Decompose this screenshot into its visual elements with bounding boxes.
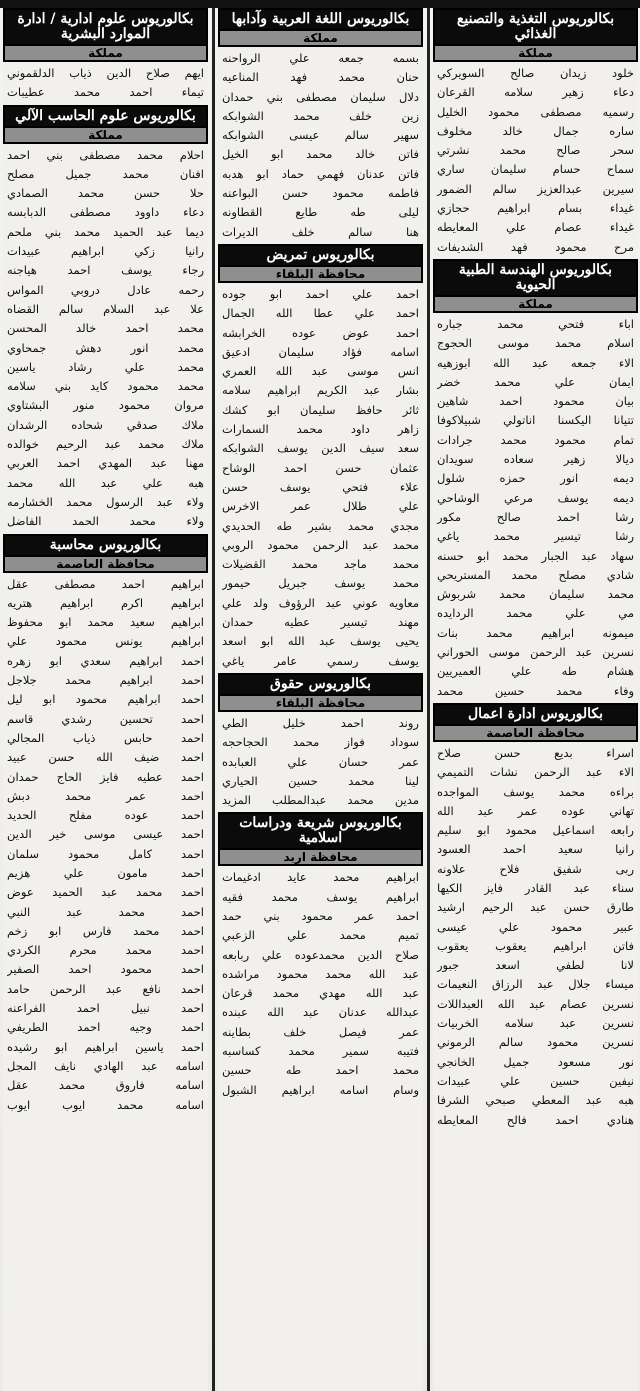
name-row: دعاء زهير سلامه القرعان bbox=[437, 85, 634, 100]
name-row: خلود زيدان صالح السويركي bbox=[437, 66, 634, 80]
name-row: ديما عبد الحميد محمد بني ملحم bbox=[7, 224, 204, 239]
degree-section bbox=[3, 105, 208, 532]
name-row: فاتن خالد محمد ابو الخيل bbox=[222, 147, 419, 162]
degree-section bbox=[3, 534, 208, 1115]
name-row: نسرين محمود سالم الرموني bbox=[437, 1035, 634, 1050]
name-row: ليلى طه طايع القطاونه bbox=[222, 205, 419, 220]
name-row: سماح حسام سليمان ساري bbox=[437, 162, 634, 177]
name-row: رانيا زكي ابراهيم عبيدات bbox=[7, 244, 204, 259]
name-row: عبير محمود علي عيسى bbox=[437, 919, 634, 934]
name-row: احمد عمر محمد دبش bbox=[7, 788, 204, 803]
name-row: هبه عبد المعطي صبحي الشرفا bbox=[437, 1093, 634, 1108]
column-divider bbox=[427, 8, 430, 1391]
name-row: احمد عوده مفلح الحديد bbox=[7, 808, 204, 823]
name-row: عبدالله عدنان عبد الله عبنده bbox=[222, 1005, 419, 1020]
name-row: احمد نبيل احمد الفراعنه bbox=[7, 1001, 204, 1016]
name-row: لينا محمد حسين الحياري bbox=[222, 773, 419, 788]
name-row: نور مسعود جميل الخانجي bbox=[437, 1054, 634, 1069]
name-row: اسامه عبد الهادي نايف المجل bbox=[7, 1058, 204, 1073]
name-row: رجاء يوسف احمد هياجنه bbox=[7, 263, 204, 278]
name-row: هنا سالم خلف الديرات bbox=[222, 224, 419, 239]
name-row: سناء عبد القادر فايز الكيها bbox=[437, 880, 634, 895]
name-row: احمد ابراهيم محمد جلاجل bbox=[7, 673, 204, 688]
name-row: ابراهيم محمد عايد ادغيمات bbox=[222, 870, 419, 885]
name-row: زين خلف محمد الشوابكه bbox=[222, 108, 419, 123]
name-row: احمد ضيف الله حسن عبيد bbox=[7, 750, 204, 765]
name-row: الاء جمعه عبد الله ابوزهيه bbox=[437, 355, 634, 370]
degree-title: بكالوريوس الهندسة الطبية الحيوية bbox=[433, 259, 638, 297]
name-row: ولاء عبد الرسول محمد الخشارمه bbox=[7, 494, 204, 509]
degree-title: بكالوريوس التغذية والتصنيع الغذائي bbox=[433, 8, 638, 46]
name-row: سيرين عبدالعزيز سالم الضمور bbox=[437, 181, 634, 196]
name-row: سحر صالح محمد نشرتي bbox=[437, 143, 634, 158]
name-row: ابراهيم يونس محمود علي bbox=[7, 634, 204, 649]
name-row: احمد عوض عوده الخرابشه bbox=[222, 325, 419, 340]
name-list bbox=[433, 64, 638, 257]
name-row: محمد احمد خالد المحسن bbox=[7, 321, 204, 336]
name-row: رحمه عادل دروبي المواس bbox=[7, 282, 204, 297]
name-row: ديمه يوسف مرعي الوشاحي bbox=[437, 490, 634, 505]
name-row: ابراهيم سعيد محمد ابو محفوظ bbox=[7, 615, 204, 630]
column-middle bbox=[218, 8, 423, 1391]
region-label: محافظة العاصمة bbox=[433, 726, 638, 742]
name-row: شادي مصلح محمد المستريحي bbox=[437, 567, 634, 582]
name-list bbox=[433, 315, 638, 701]
name-row: نسرين عبد الرحمن موسى الحوراني bbox=[437, 645, 634, 660]
name-row: احمد ابراهيم سعدي ابو زهره bbox=[7, 653, 204, 668]
name-row: معاويه عوني عبد الرؤوف ولد علي bbox=[222, 595, 419, 610]
name-row: رسميه مصطفى محمود الخليل bbox=[437, 104, 634, 119]
name-row: براءه محمد يوسف المواجده bbox=[437, 784, 634, 799]
name-row: لانا لطفي اسعد جبور bbox=[437, 958, 634, 973]
name-row: ساره جمال خالد مخلوف bbox=[437, 123, 634, 138]
name-row: فاتن ابراهيم يعقوب يعقوب bbox=[437, 938, 634, 953]
degree-section bbox=[433, 259, 638, 701]
name-list bbox=[218, 714, 423, 810]
name-row: افنان محمد جميل مصلح bbox=[7, 166, 204, 181]
name-row: دلال سليمان مصطفى بني حمدان bbox=[222, 89, 419, 104]
name-row: صلاح الدين محمدعوده علي ربابعه bbox=[222, 947, 419, 962]
name-row: رانيا سعيد احمد العسود bbox=[437, 842, 634, 857]
degree-section bbox=[218, 8, 423, 242]
name-row: غيداء بسام ابراهيم حجازي bbox=[437, 201, 634, 216]
name-list bbox=[3, 64, 208, 103]
name-row: زاهر داود محمد السمارات bbox=[222, 422, 419, 437]
name-row: اسامه فاروق محمد عقل bbox=[7, 1078, 204, 1093]
name-row: علي طلال عمر الاخرس bbox=[222, 499, 419, 514]
degree-section bbox=[218, 244, 423, 671]
name-row: نسرين عصام عبد الله العبداللات bbox=[437, 996, 634, 1011]
degree-section bbox=[218, 673, 423, 810]
name-row: اسلام محمد موسى الحجوج bbox=[437, 336, 634, 351]
degree-section bbox=[3, 8, 208, 103]
degree-title: بكالوريوس تمريض bbox=[218, 244, 423, 267]
name-row: علاء فتحي يوسف حسن bbox=[222, 479, 419, 494]
name-row: دعاء داوود مصطفى الدبابسه bbox=[7, 205, 204, 220]
degree-title: بكالوريوس علوم ادارية / ادارة الموارد البشرية bbox=[3, 8, 208, 46]
name-row: يوسف رسمي عامر ياغي bbox=[222, 653, 419, 668]
name-row: محمد انور دهش جمحاوي bbox=[7, 340, 204, 355]
name-row: احمد نافع عبد الرحمن حامد bbox=[7, 981, 204, 996]
degree-title: بكالوريوس محاسبة bbox=[3, 534, 208, 557]
name-list bbox=[3, 146, 208, 532]
name-row: فتيبه سمير محمد كساسبه bbox=[222, 1044, 419, 1059]
name-row: اسراء بديع حسن صلاح bbox=[437, 745, 634, 760]
region-label: مملكة bbox=[433, 297, 638, 313]
name-row: طارق حسن عبد الرحيم ارشيد bbox=[437, 900, 634, 915]
name-row: محمد سليمان محمد شربوش bbox=[437, 587, 634, 602]
name-row: سهير سالم عيسى الشوابكه bbox=[222, 128, 419, 143]
name-list bbox=[218, 49, 423, 242]
region-label: مملكة bbox=[3, 128, 208, 144]
degree-title: بكالوريوس اللغة العربية وآدابها bbox=[218, 8, 423, 31]
name-row: ثائر حافظ سليمان ابو كشك bbox=[222, 402, 419, 417]
name-row: محمد عبد الرحمن محمود الروبي bbox=[222, 537, 419, 552]
name-row: تهاني عوده عمر عبد الله bbox=[437, 803, 634, 818]
name-row: احمد وجيه احمد الطريفي bbox=[7, 1020, 204, 1035]
name-row: فاطمه محمود حسن البواعنه bbox=[222, 186, 419, 201]
name-row: سوداد فواز محمد الحجاحجه bbox=[222, 735, 419, 750]
name-row: مروان محمود منور البشتاوي bbox=[7, 398, 204, 413]
name-row: ملاك محمد عبد الرحيم خوالده bbox=[7, 437, 204, 452]
region-label: مملكة bbox=[3, 46, 208, 62]
name-row: علا عبد السلام سالم القضاه bbox=[7, 301, 204, 316]
name-row: مجدي محمد بشير طه الحديدي bbox=[222, 518, 419, 533]
name-row: رابعه اسماعيل محمود ابو سليم bbox=[437, 823, 634, 838]
name-list bbox=[433, 744, 638, 1130]
name-row: ابراهيم اكرم ابراهيم هتريه bbox=[7, 595, 204, 610]
name-row: هنادي احمد فالح المعايطه bbox=[437, 1112, 634, 1127]
region-label: محافظة اربد bbox=[218, 850, 423, 866]
name-row: ديمه انور حمزه شلول bbox=[437, 471, 634, 486]
name-row: احمد ياسين ابراهيم ابو رشيده bbox=[7, 1039, 204, 1054]
name-row: هشام طه علي العميريين bbox=[437, 664, 634, 679]
name-row: ملاك صدقي شحاده الرشدان bbox=[7, 417, 204, 432]
name-list bbox=[218, 285, 423, 671]
degree-section bbox=[433, 703, 638, 1130]
name-row: تيماء احمد محمد عطيبات bbox=[7, 85, 204, 100]
name-list bbox=[3, 575, 208, 1115]
name-row: سعد سيف الدين يوسف الشوابكه bbox=[222, 441, 419, 456]
name-row: احمد حابس ذياب المجالي bbox=[7, 730, 204, 745]
degree-title: بكالوريوس شريعة ودراسات اسلامية bbox=[218, 812, 423, 850]
name-row: رشا احمد صالح مكور bbox=[437, 509, 634, 524]
name-row: احمد مامون علي هزيم bbox=[7, 865, 204, 880]
name-row: مهنا عبد المهدي احمد العربي bbox=[7, 456, 204, 471]
name-row: انس موسى عبد الله العمري bbox=[222, 364, 419, 379]
name-row: محمد علي رشاد ياسين bbox=[7, 359, 204, 374]
name-row: ايهم صلاح الدين ذياب الدلقموني bbox=[7, 66, 204, 80]
name-row: مي علي محمد الردايده bbox=[437, 606, 634, 621]
column-divider bbox=[212, 8, 215, 1391]
name-row: وسام اسامه ابراهيم الشبول bbox=[222, 1082, 419, 1097]
name-row: عبد الله محمد محمود مراشده bbox=[222, 966, 419, 981]
name-row: ميساء جلال عبد الرزاق النعيمات bbox=[437, 977, 634, 992]
name-row: احمد عيسى موسى خير الدين bbox=[7, 827, 204, 842]
degree-title: بكالوريوس ادارة اعمال bbox=[433, 703, 638, 726]
name-row: فاتن عدنان فهمي حماد ابو هدبه bbox=[222, 166, 419, 181]
name-row: اسامه فؤاد سليمان ادعيق bbox=[222, 344, 419, 359]
top-rule bbox=[0, 0, 640, 8]
name-row: احمد كامل محمود سلمان bbox=[7, 846, 204, 861]
name-row: مدين محمد عبدالمطلب المزيد bbox=[222, 793, 419, 808]
name-row: حنان محمد فهد المناعيه bbox=[222, 70, 419, 85]
name-row: احمد محمد عبد الحميد عوض bbox=[7, 885, 204, 900]
name-row: محمد يوسف جبريل حيمور bbox=[222, 576, 419, 591]
name-row: احمد علي عطا الله الجمال bbox=[222, 306, 419, 321]
degree-section bbox=[433, 8, 638, 257]
name-row: بشار عبد الكريم ابراهيم سلامه bbox=[222, 383, 419, 398]
name-row: يحيى يوسف عبد الله ابو اسعد bbox=[222, 634, 419, 649]
name-row: حلا حسن محمد الصمادي bbox=[7, 186, 204, 201]
name-row: الاء عبد الرحمن نشات التميمي bbox=[437, 765, 634, 780]
name-row: ربى شفيق فلاح علاونه bbox=[437, 861, 634, 876]
name-row: احمد محمد محرم الكردي bbox=[7, 943, 204, 958]
name-row: احمد ابراهيم محمود ابو ليل bbox=[7, 692, 204, 707]
name-row: ديالا زهير سعاده سويدان bbox=[437, 452, 634, 467]
name-row: هبه علي عبد الله محمد bbox=[7, 475, 204, 490]
name-row: عمر حسان علي العبابده bbox=[222, 754, 419, 769]
name-list bbox=[218, 868, 423, 1100]
name-row: سهاد عبد الجبار محمد ابو حسنه bbox=[437, 548, 634, 563]
degree-title: بكالوريوس علوم الحاسب الآلي bbox=[3, 105, 208, 128]
name-row: تتيانا اليكسنا اناتولي شبيلاكوفا bbox=[437, 413, 634, 428]
name-row: نسرين عبد سلامه الخربيات bbox=[437, 1016, 634, 1031]
name-row: احمد علي احمد ابو جوده bbox=[222, 286, 419, 301]
name-row: رشا تيسير محمد ياغي bbox=[437, 529, 634, 544]
degree-section bbox=[218, 812, 423, 1100]
name-row: ابراهيم احمد مصطفى عقل bbox=[7, 576, 204, 591]
degree-title: بكالوريوس حقوق bbox=[218, 673, 423, 696]
name-row: ايمان علي محمد خضر bbox=[437, 374, 634, 389]
name-row: عثمان حسن احمد الوشاح bbox=[222, 460, 419, 475]
name-row: وفاء محمد حسين محمد bbox=[437, 683, 634, 698]
column-left bbox=[3, 8, 208, 1391]
region-label: محافظة البلقاء bbox=[218, 696, 423, 712]
name-row: ولاء محمد الحمد الفاضل bbox=[7, 514, 204, 529]
name-row: محمد ماجد محمد القضيلات bbox=[222, 557, 419, 572]
name-row: احمد محمد عبد النبي bbox=[7, 904, 204, 919]
name-row: محمد محمود كايد بني سلامه bbox=[7, 379, 204, 394]
name-row: احمد عطيه فايز الحاج حمدان bbox=[7, 769, 204, 784]
region-label: محافظة البلقاء bbox=[218, 267, 423, 283]
region-label: مملكة bbox=[218, 31, 423, 47]
name-row: اباء فتحي محمد جباره bbox=[437, 316, 634, 331]
name-row: محمد احمد طه حسين bbox=[222, 1063, 419, 1078]
region-label: مملكة bbox=[433, 46, 638, 62]
name-row: ميمونه ابراهيم محمد بنات bbox=[437, 625, 634, 640]
name-row: مرح محمود فهد الشديفات bbox=[437, 239, 634, 254]
name-row: بيان محمود احمد شاهين bbox=[437, 394, 634, 409]
name-row: مهند تيسير عطيه حمدان bbox=[222, 615, 419, 630]
column-right bbox=[433, 8, 638, 1391]
name-row: احمد تحسين رشدي قاسم bbox=[7, 711, 204, 726]
name-row: احمد محمود احمد الصفير bbox=[7, 962, 204, 977]
name-row: تمام محمود محمد جرادات bbox=[437, 432, 634, 447]
name-row: غيداء عصام علي المعايطه bbox=[437, 220, 634, 235]
name-row: ابراهيم يوسف محمد فقيه bbox=[222, 889, 419, 904]
name-row: اسامه محمد ايوب ايوب bbox=[7, 1097, 204, 1112]
name-row: روند احمد خليل الطي bbox=[222, 715, 419, 730]
name-row: عبد الله مهدي محمد قرعان bbox=[222, 986, 419, 1001]
name-row: بسمه جمعه علي الرواحنه bbox=[222, 51, 419, 65]
name-row: عمر فيصل خلف بطاينه bbox=[222, 1024, 419, 1039]
name-row: احلام محمد مصطفى بني احمد bbox=[7, 147, 204, 162]
name-row: احمد محمد فارس ابو زخم bbox=[7, 923, 204, 938]
name-row: تميم محمد علي الزعبي bbox=[222, 928, 419, 943]
region-label: محافظة العاصمة bbox=[3, 557, 208, 573]
name-row: نيفين حسين علي عبيدات bbox=[437, 1073, 634, 1088]
name-row: احمد عمر محمود بني حمد bbox=[222, 908, 419, 923]
